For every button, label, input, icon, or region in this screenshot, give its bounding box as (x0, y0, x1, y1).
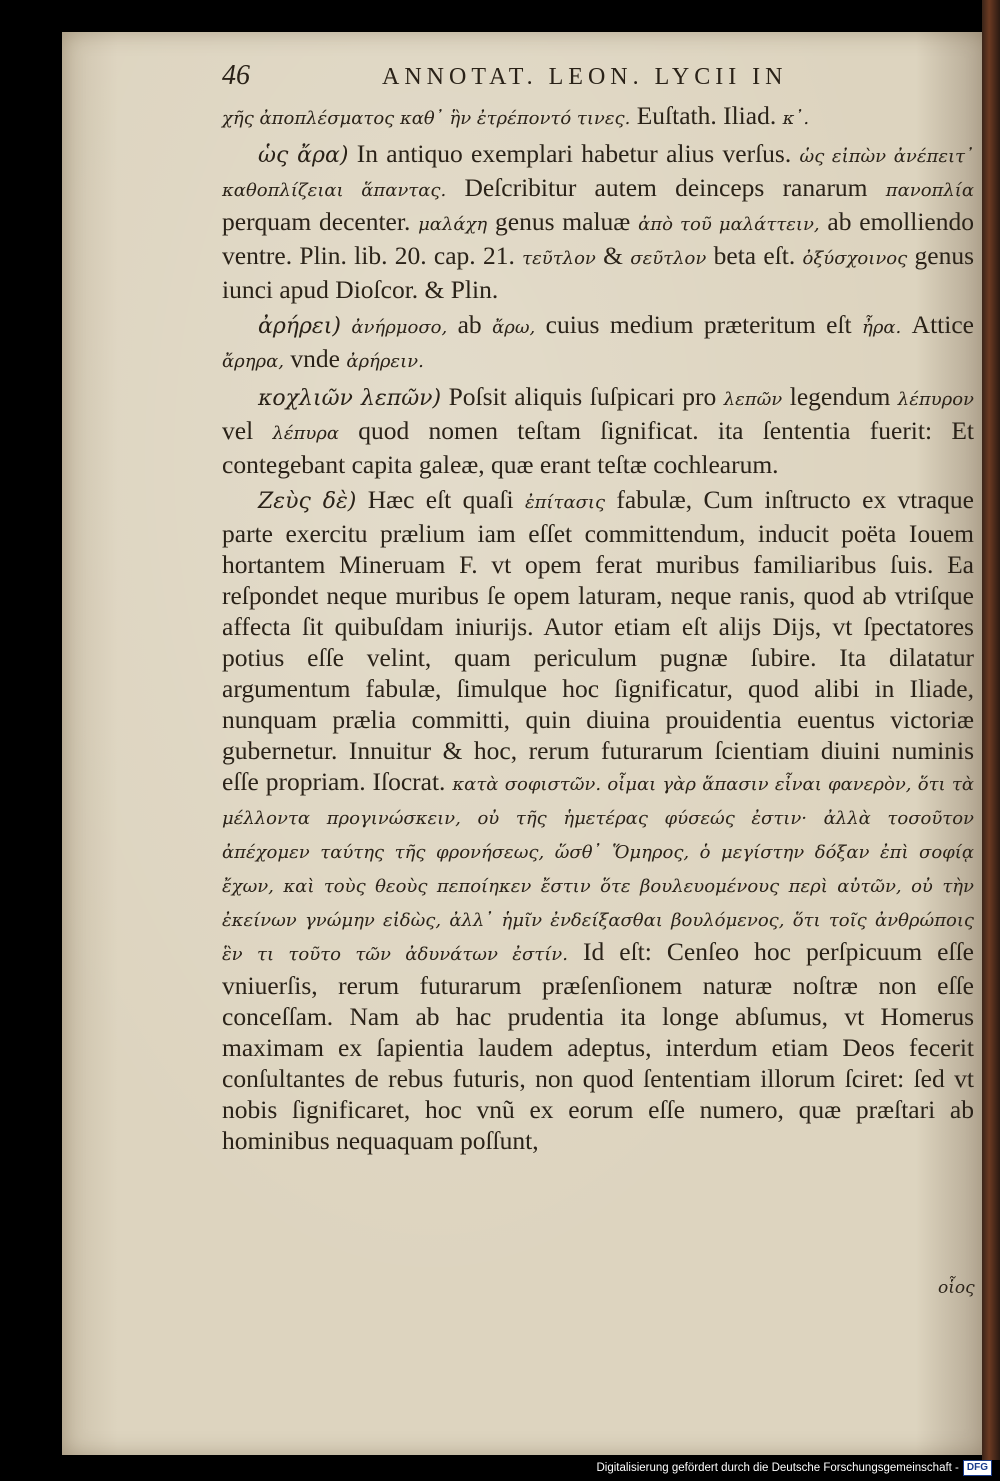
greek-text: κατὰ σοφιστῶν. οἶμαι γὰρ ἅπασιν εἶναι φανερὸν, ὅτι τὰ μέλλοντα προγινώσκειν, οὐ τῆς ἡμετέρας φύσεώς ἐστιν· ἀλλὰ τοσοῦτον ἀπέχομεν ταύτης τῆς φρονήσεως, ὥσθ᾽ Ὅμηρος, ὁ μεγίστην δόξαν ἐπὶ σοφίᾳ ἔχων, καὶ τοὺς θεοὺς πεποίηκεν ἔστιν ὅτε βουλευομένους περὶ αὐτῶν, οὐ τὴν ἐκείνων γνώμην εἰδὼς, ἀλλ᾽ ἡμῖν ἐνδείξασθαι βουλόμενος, ὅτι τοῖς ἀνθρώποις ἓν τι τοῦτο τῶν ἀδυνάτων ἐστίν. (222, 774, 974, 965)
greek-text: ἦρα. (862, 317, 902, 338)
latin-text (341, 310, 351, 339)
greek-text: τεῦτλον (522, 248, 596, 269)
greek-text: ἄρηρα, (222, 351, 284, 372)
greek-text: λεπῶν (723, 389, 783, 410)
greek-text: ὡς εἰπὼν ἀνέπειτ᾽ καθοπλίζειαι ἅπαντας. (222, 146, 975, 201)
running-head (222, 60, 972, 94)
latin-text: Hæc eſt quaſi (356, 485, 525, 514)
running-head-title: ANNOTAT. LEON. LYCII IN (382, 64, 788, 90)
paragraph (222, 484, 974, 1156)
lemma-greek: κοχλιῶν λεπῶν) (258, 386, 442, 411)
lemma-greek: ὡς ἄρα) (258, 143, 349, 168)
greek-text: λέπυρα (272, 423, 340, 444)
greek-text: ὀξύσχοινος (802, 248, 908, 269)
latin-text: genus iunci apud Dioſcor. & Plin. (222, 241, 974, 304)
latin-text: Deſcribitur autem deinceps ranarum (446, 173, 886, 202)
greek-text: ἀπὸ τοῦ μαλάττειν, (638, 214, 820, 235)
lemma-greek: Ζεὺς δὲ) (258, 489, 357, 514)
page-number: 46 (222, 60, 250, 91)
greek-text: ἀρήρειν. (346, 351, 424, 372)
digitization-footer (596, 1459, 992, 1477)
latin-text: beta eſt. (706, 241, 803, 270)
lemma-greek: ἀρήρει) (258, 314, 341, 339)
latin-text: & (595, 241, 631, 270)
paragraph (222, 309, 974, 377)
paragraph (222, 381, 974, 480)
dfg-logo: DFG (963, 1460, 992, 1476)
latin-text: Attice (901, 310, 974, 339)
paragraph (222, 100, 974, 134)
latin-text: ab (447, 310, 493, 339)
latin-text: cuius medium præteritum eſt (535, 310, 863, 339)
paragraph (222, 138, 974, 305)
latin-text: In antiquo exemplari habetur alius verſus. (348, 139, 800, 168)
latin-text: Euſtath. Iliad. (630, 101, 783, 130)
greek-text: σεῦτλον (630, 248, 707, 269)
greek-text: πανοπλία (885, 180, 974, 201)
latin-text: genus maluæ (487, 207, 639, 236)
latin-text: fabulæ, Cum inſtructo ex vtraque parte exercitu prælium iam eſſet committendum, inducit poëta Iouem hortantem Mineruam F. vt opem ferat muribus familiaribus ſuis. Ea reſpondet neque muribus ſe opem laturam, neque ranis, quod ab vtriſque affecta ſit quibuſdam iniurijs. Autor etiam eſt alijs Dijs, vt ſpectatores potius eſſe velint, quam periculum pugnæ ſubire. Ita dilatatur argumentum fabulæ, ſimulque hoc ſignificatur, quod alibi in Iliade, nunquam prælia committi, quin diuina prouidentia euentus victoriæ gubernetur. Innuitur & hoc, rerum futurarum ſcientiam diuini numinis eſſe propriam. Iſocrat. (222, 485, 974, 796)
latin-text: legendum (782, 382, 898, 411)
latin-text: vel (222, 416, 273, 445)
greek-text: ἄρω, (492, 317, 536, 338)
latin-text: vnde (283, 344, 347, 373)
greek-text: χῆς ἀποπλέσματος καθ᾽ ἣν ἐτρέποντό τινες. (222, 108, 631, 129)
catchword: οἷος (938, 1278, 975, 1298)
greek-text: ἀνήρμοσο, (351, 317, 448, 338)
greek-text: ἐπίτασις (524, 492, 606, 513)
page-body (222, 100, 974, 1160)
greek-text: μαλάχη (418, 214, 488, 235)
latin-text: Poſsit aliquis ſuſpicari pro (441, 382, 724, 411)
latin-text: quod nomen teſtam ſignificat. ita ſententia fuerit: Et contegebant capita galeæ, quæ erant teſtæ cochlearum. (222, 416, 974, 479)
footer-text: Digitalisierung gefördert durch die Deutsche Forschungsgemeinschaft - (596, 1462, 959, 1474)
greek-text: κ᾽. (782, 108, 810, 129)
latin-text: perquam decenter. (222, 207, 419, 236)
latin-text: ab emolliendo ventre. Plin. lib. 20. cap. 21. (222, 207, 974, 270)
greek-text: λέπυρον (897, 389, 974, 410)
book-binding (982, 0, 1000, 1460)
latin-text: Id eſt: Cenſeo hoc perſpicuum eſſe vniuerſis, rerum futurarum præſenſionem naturæ noſtræ non eſſe conceſſam. Nam ab hac prudentia ita longe abſumus, vt Homerus maximam ex ſapientia laudem adeptus, interdum etiam Deos fecerit conſultantes de rebus futuris, non quod ſententiam illorum ſciret: ſed vt nobis ſignificaret, hoc vnũ ex eorum eſſe numero, quæ præſtari ab hominibus nequaquam poſſunt, (222, 937, 974, 1155)
